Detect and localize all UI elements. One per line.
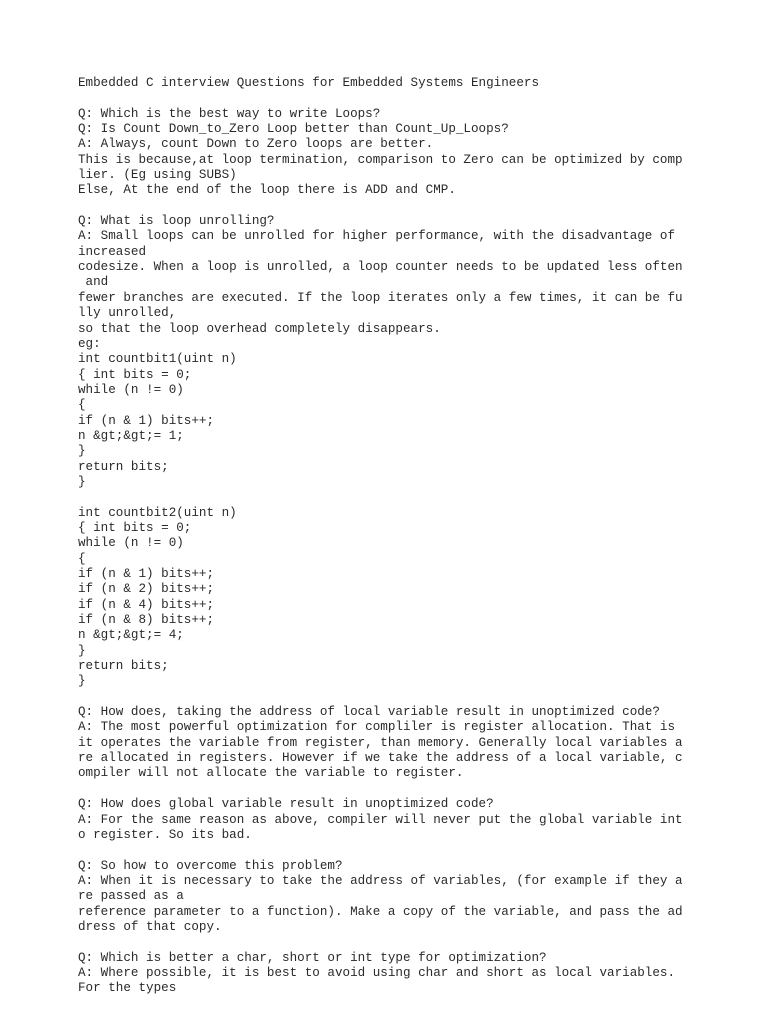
text-line: Q: Which is the best way to write Loops? xyxy=(78,106,381,121)
text-line: A: When it is necessary to take the address of variables, (for example if they a xyxy=(78,873,683,888)
text-line: A: For the same reason as above, compiler will never put the global variable int xyxy=(78,812,683,827)
text-line: if (n & 4) bits++; xyxy=(78,597,215,612)
text-line: A: The most powerful optimization for compliler is register allocation. That is xyxy=(78,720,676,735)
document-text xyxy=(78,76,758,997)
text-line xyxy=(78,690,758,705)
text-line: Q: Which is better a char, short or int type for optimization? xyxy=(78,950,547,965)
text-line: if (n & 8) bits++; xyxy=(78,613,215,628)
text-line: return bits; xyxy=(78,659,169,674)
text-line: lly unrolled, xyxy=(78,306,177,321)
text-line: { xyxy=(78,551,86,566)
text-line: Q: What is loop unrolling? xyxy=(78,214,275,229)
text-line: Q: Is Count Down_to_Zero Loop better than Count_Up_Loops? xyxy=(78,122,509,137)
text-line: if (n & 2) bits++; xyxy=(78,582,215,597)
text-line: so that the loop overhead completely disappears. xyxy=(78,321,441,336)
text-line: Else, At the end of the loop there is ADD and CMP. xyxy=(78,183,456,198)
text-line xyxy=(78,843,758,858)
text-line: { xyxy=(78,398,86,413)
text-line: if (n & 1) bits++; xyxy=(78,413,215,428)
text-line: Q: How does, taking the address of local variable result in unoptimized code? xyxy=(78,705,660,720)
text-line: reference parameter to a function). Make a copy of the variable, and pass the ad xyxy=(78,904,683,919)
text-line: ompiler will not allocate the variable to register. xyxy=(78,766,464,781)
text-line: dress of that copy. xyxy=(78,919,222,934)
text-line: o register. So its bad. xyxy=(78,827,252,842)
text-line xyxy=(78,490,758,505)
text-line: n &gt;&gt;= 4; xyxy=(78,628,184,643)
text-line: n &gt;&gt;= 1; xyxy=(78,428,184,443)
text-line: { int bits = 0; xyxy=(78,367,192,382)
text-line: re passed as a xyxy=(78,889,184,904)
text-line xyxy=(78,782,758,797)
text-line xyxy=(78,91,758,106)
text-line: int countbit1(uint n) xyxy=(78,352,237,367)
text-line: eg: xyxy=(78,336,101,351)
text-line: A: Small loops can be unrolled for higher performance, with the disadvantage of xyxy=(78,229,676,244)
text-line: fewer branches are executed. If the loop iterates only a few times, it can be fu xyxy=(78,290,683,305)
text-line xyxy=(78,935,758,950)
text-line: } xyxy=(78,643,86,658)
text-line: while (n != 0) xyxy=(78,536,184,551)
text-line: int countbit2(uint n) xyxy=(78,505,237,520)
text-line: re allocated in registers. However if we take the address of a local variable, c xyxy=(78,751,683,766)
text-line: } xyxy=(78,474,86,489)
text-line: For the types xyxy=(78,981,177,996)
text-line xyxy=(78,199,758,214)
text-line: } xyxy=(78,444,86,459)
text-line: Q: How does global variable result in unoptimized code? xyxy=(78,797,494,812)
text-line: while (n != 0) xyxy=(78,382,184,397)
text-line: This is because,at loop termination, comparison to Zero can be optimized by comp xyxy=(78,152,683,167)
text-line: return bits; xyxy=(78,459,169,474)
text-line: if (n & 1) bits++; xyxy=(78,567,215,581)
text-line: lier. (Eg using SUBS) xyxy=(78,168,237,183)
text-line: { int bits = 0; xyxy=(78,520,192,535)
text-line: A: Where possible, it is best to avoid using char and short as local variables. xyxy=(78,965,676,980)
text-line: A: Always, count Down to Zero loops are better. xyxy=(78,137,434,152)
text-line: Q: So how to overcome this problem? xyxy=(78,858,343,873)
text-line: Embedded C interview Questions for Embedded Systems Engineers xyxy=(78,76,540,90)
text-line: } xyxy=(78,674,86,689)
text-line: and xyxy=(78,275,109,290)
text-line: increased xyxy=(78,244,147,259)
text-line: it operates the variable from register, than memory. Generally local variables a xyxy=(78,735,683,750)
text-line: codesize. When a loop is unrolled, a loop counter needs to be updated less often xyxy=(78,260,683,275)
